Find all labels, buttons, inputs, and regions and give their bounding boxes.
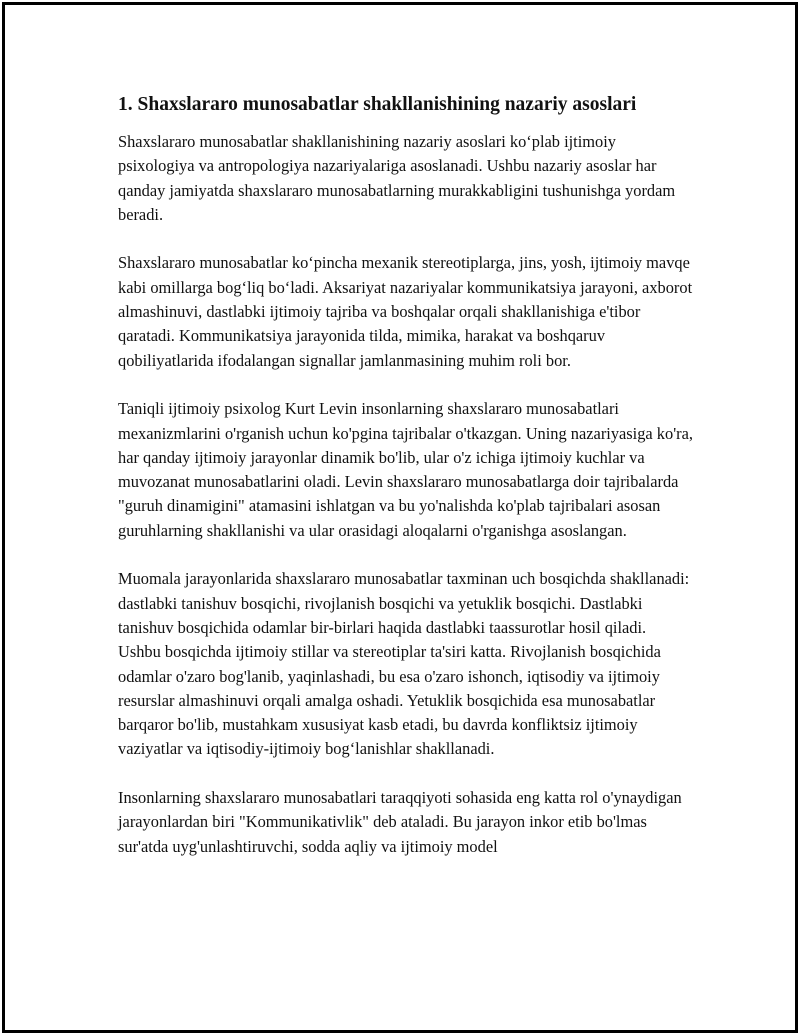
document-body — [118, 92, 693, 883]
paragraph-2: Shaxslararo munosabatlar koʻpincha mexanik stereotiplarga, jins, yosh, ijtimoiy mavqe kabi omillarga bogʻliq boʻladi. Aksariyat nazariyalar kommunikatsiya jarayoni, axborot almashinuvi, dastlabki ijtimoiy tajriba va boshqalar orqali shakllanishiga e'tibor qaratadi. Kommunikatsiya jarayonida tilda, mimika, harakat va boshqaruv qobiliyatlarida ifodalangan signallar jamlanmasining muhim roli bor. — [118, 253, 693, 370]
paragraph-5: Insonlarning shaxslararo munosabatlari taraqqiyoti sohasida eng katta rol o'ynaydigan jarayonlardan biri "Kommunikativlik" deb ataladi. Bu jarayon inkor etib bo'lmas sur'atda uyg'unlashtiruvchi, sodda aqliy va ijtimoiy model — [118, 788, 682, 856]
paragraph-3: Taniqli ijtimoiy psixolog Kurt Levin insonlarning shaxslararo munosabatlari mexanizmlarini o'rganish uchun ko'pgina tajribalar o'tkazgan. Uning nazariyasiga ko'ra, har qanday ijtimoiy jarayonlar dinamik bo'lib, ular o'z ichiga ijtimoiy kuchlar va muvozanat munosabatlarini oladi. Levin shaxslararo munosabatlarga doir tajribalarda "guruh dinamigini" atamasini ishlatgan va bu yo'nalishda ko'plab tajribalari asosan guruhlarning shakllanishi va ular orasidagi aloqalarni o'rganishga asoslangan. — [118, 399, 693, 540]
section-heading: 1. Shaxslararo munosabatlar shakllanishining nazariy asoslari — [118, 94, 637, 115]
paragraph-1: Shaxslararo munosabatlar shakllanishining nazariy asoslari koʻplab ijtimoiy psixologiya va antropologiya nazariyalariga asoslanadi. Ushbu nazariy asoslar har qanday jamiyatda shaxslararo munosabatlarning murakkabligini tushunishga yordam beradi. — [118, 132, 676, 224]
paragraph-4: Muomala jarayonlarida shaxslararo munosabatlar taxminan uch bosqichda shakllanadi: dastlabki tanishuv bosqichi, rivojlanish bosqichi va yetuklik bosqichi. Dastlabki tanishuv bosqichida odamlar bir-birlari haqida dastlabki taassurotlar hosil qiladi. Ushbu bosqichda ijtimoiy stillar va stereotiplar ta'siri katta. Rivojlanish bosqichida odamlar o'zaro bog'lanib, yaqinlashadi, bu esa o'zaro ishonch, iqtisodiy va ijtimoiy resurslar almashinuvi orqali amalga oshadi. Yetuklik bosqichida esa munosabatlar barqaror bo'lib, mustahkam xususiyat kasb etadi, bu davrda konfliktsiz ijtimoiy vaziyatlar va iqtisodiy-ijtimoiy bogʻlanishlar shakllanadi. — [118, 569, 690, 759]
